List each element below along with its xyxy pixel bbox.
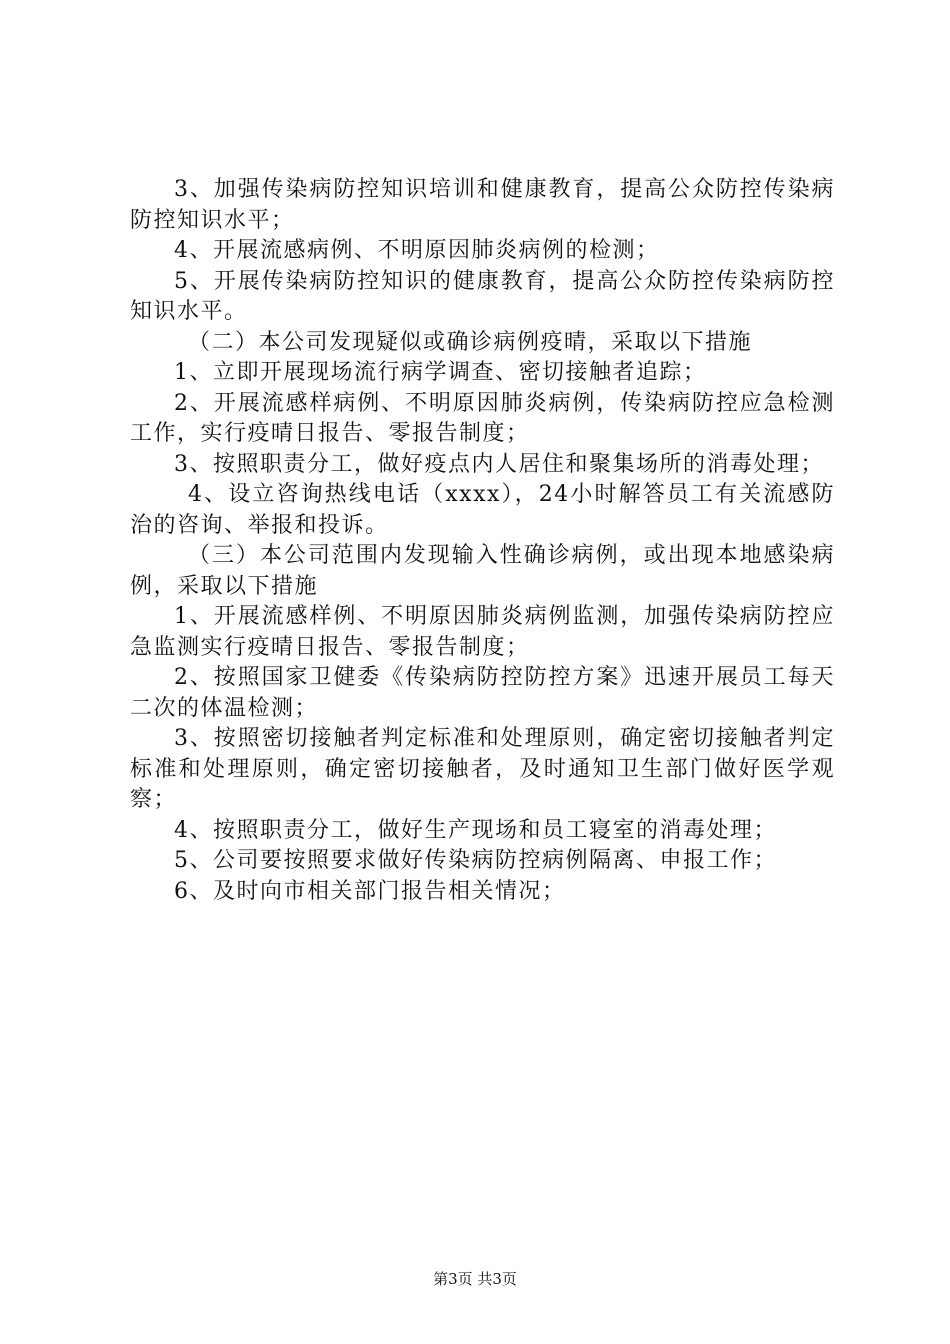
section-heading-3: （三）本公司范围内发现输入性确诊病例，或出现本地感染病例，采取以下措施: [130, 543, 835, 599]
paragraph-8: 4、设立咨询热线电话（xxxx），24小时解答员工有关流感防治的咨询、举报和投诉。: [130, 482, 835, 538]
paragraph-3: 5、开展传染病防控知识的健康教育，提高公众防控传染病防控知识水平。: [130, 268, 835, 324]
section-heading-2: （二）本公司发现疑似或确诊病例疫晴，采取以下措施: [188, 329, 753, 355]
paragraph-7: 3、按照职责分工，做好疫点内人居住和聚集场所的消毒处理；: [174, 451, 824, 477]
paragraph-14: 5、公司要按照要求做好传染病防控病例隔离、申报工作；: [174, 848, 777, 873]
paragraph-11: 2、按照国家卫健委《传染病防控防控方案》迅速开展员工每天二次的体温检测；: [130, 665, 835, 721]
paragraph-10: 1、开展流感样例、不明原因肺炎病例监测，加强传染病防控应急监测实行疫晴日报告、零报告制度；: [130, 604, 835, 660]
page-footer: 第3页 共3页: [433, 1270, 517, 1288]
paragraph-12: 3、按照密切接触者判定标准和处理原则，确定密切接触者判定标准和处理原则，确定密切接触者，及时通知卫生部门做好医学观察；: [130, 726, 835, 812]
paragraph-6: 2、开展流感样病例、不明原因肺炎病例，传染病防控应急检测工作，实行疫晴日报告、零报告制度；: [130, 390, 835, 446]
paragraph-15: 6、及时向市相关部门报告相关情况；: [174, 878, 566, 904]
document-body: [130, 175, 835, 907]
paragraph-1: 3、加强传染病防控知识培训和健康教育，提高公众防控传染病防控知识水平；: [130, 177, 835, 233]
paragraph-13: 4、按照职责分工，做好生产现场和员工寝室的消毒处理；: [174, 817, 777, 843]
paragraph-5: 1、立即开展现场流行病学调查、密切接触者追踪；: [174, 360, 707, 385]
paragraph-2: 4、开展流感病例、不明原因肺炎病例的检测；: [174, 238, 660, 263]
